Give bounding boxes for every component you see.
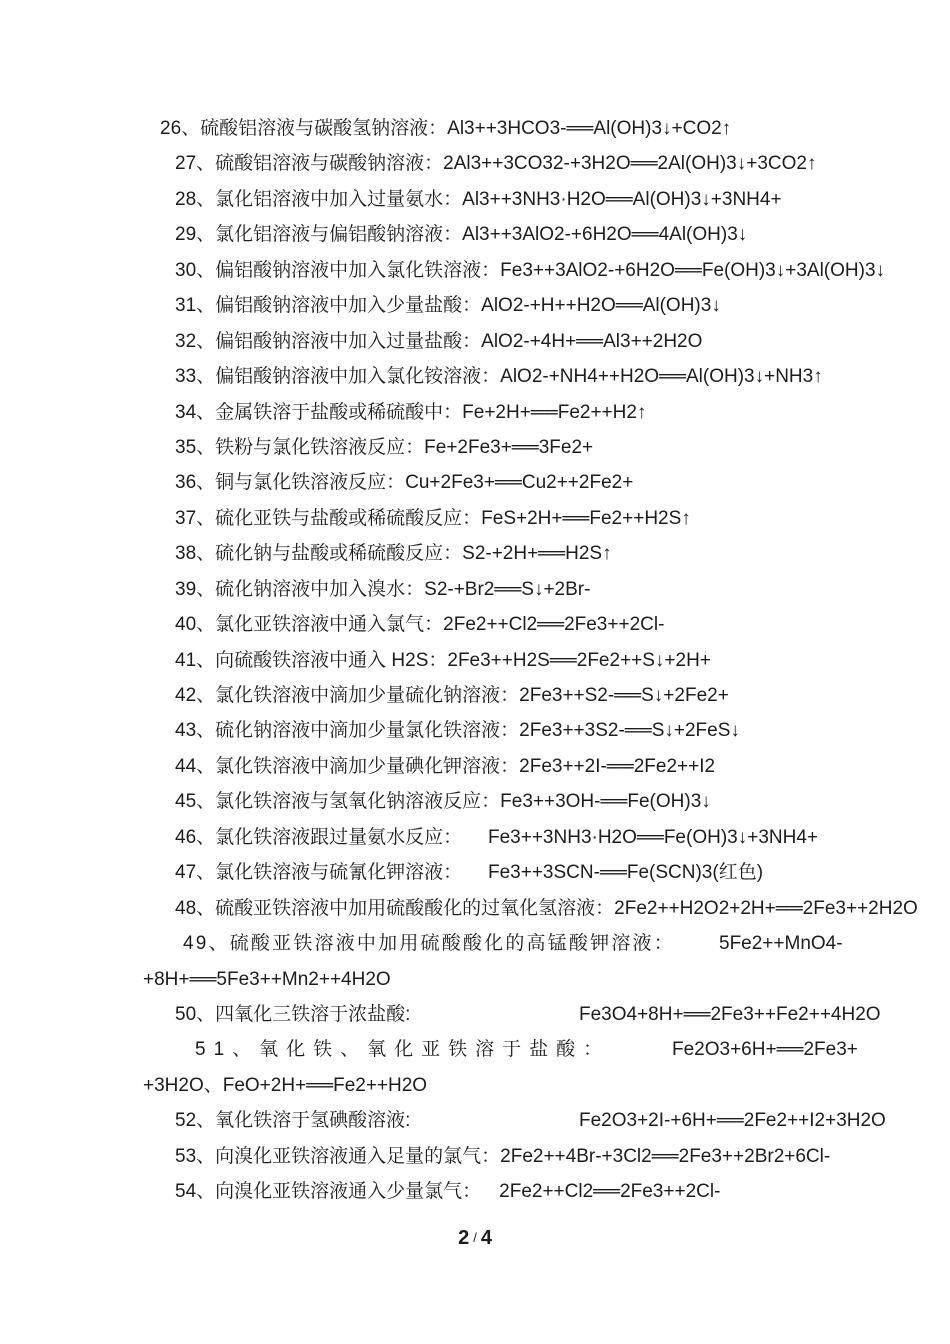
item-text: 26、硫酸铝溶液与碳酸氢钠溶液：: [160, 118, 448, 139]
doc-line-51-continuation: [143, 1068, 817, 1103]
doc-line-42: [143, 678, 817, 713]
doc-line-48: [143, 891, 918, 926]
item-text: 53、向溴化亚铁溶液通入足量的氯气：: [175, 1145, 501, 1167]
item-text: 37、硫化亚铁与盐酸或稀硫酸反应：: [175, 507, 482, 529]
ionic-equation: Fe3++3AlO2-+6H2O══Fe(OH)3↓+3Al(OH)3↓: [500, 259, 886, 281]
item-text: 50、四氧化三铁溶于浓盐酸:: [175, 1003, 411, 1025]
ionic-equation: 2Fe3++2I-══2Fe2++I2: [519, 755, 716, 777]
item-text: 51、氧化铁、氧化亚铁溶于盐酸：: [195, 1039, 611, 1061]
ionic-equation: Al3++3AlO2-+6H2O══4Al(OH)3↓: [462, 224, 748, 246]
ionic-equation: FeS+2H+══Fe2++H2S↑: [481, 507, 691, 529]
item-text: 44、氯化铁溶液中滴加少量碘化钾溶液：: [175, 755, 520, 777]
item-text: 39、硫化钠溶液中加入溴水：: [175, 578, 425, 600]
doc-line-43: [143, 713, 817, 748]
doc-line-54: [143, 1174, 817, 1209]
ionic-equation: S2-+Br2══S↓+2Br-: [424, 578, 591, 600]
item-text: 32、偏铝酸钠溶液中加入过量盐酸：: [175, 330, 482, 352]
ionic-equation: Al3++3HCO3-══Al(OH)3↓+CO2↑: [447, 118, 732, 139]
doc-line-52: [143, 1103, 886, 1138]
ionic-equation: +3H2O、FeO+2H+══Fe2++H2O: [143, 1074, 428, 1096]
doc-line-33: [143, 359, 823, 394]
ionic-equation: AlO2-+H++H2O══Al(OH)3↓: [481, 295, 721, 317]
ionic-equation: +8H+══5Fe3++Mn2++4H2O: [143, 968, 391, 990]
doc-line-34: [143, 395, 817, 430]
item-text: 28、氯化铝溶液中加入过量氨水：: [175, 188, 463, 210]
ionic-equation: Fe3++3SCN-══Fe(SCN)3(红色): [488, 862, 764, 884]
doc-line-29: [143, 217, 817, 252]
ionic-equation: Al3++3NH3·H2O══Al(OH)3↓+3NH4+: [462, 188, 782, 210]
item-text: 52、氧化铁溶于氢碘酸溶液:: [175, 1110, 411, 1132]
ionic-equation: 2Fe3++S2-══S↓+2Fe2+: [519, 685, 729, 706]
ionic-equation: 2Fe2++Cl2══2Fe3++2Cl-: [443, 614, 665, 636]
item-text: 46、氯化铁溶液跟过量氨水反应：: [175, 826, 463, 848]
item-text: 30、偏铝酸钠溶液中加入氯化铁溶液：: [175, 259, 501, 281]
ionic-equation: Fe+2H+══Fe2++H2↑: [462, 401, 647, 423]
item-text: 48、硫酸亚铁溶液中加用硫酸酸化的过氧化氢溶液：: [175, 897, 615, 919]
ionic-equation: 5Fe2++MnO4-: [719, 933, 843, 955]
ionic-equation: 2Fe2++H2O2+2H+══2Fe3++2H2O: [614, 897, 918, 919]
doc-line-49-continuation: [143, 962, 817, 997]
doc-line-36: [143, 465, 817, 500]
doc-line-45: [143, 784, 817, 819]
ionic-equation: Cu+2Fe3+══Cu2++2Fe2+: [405, 472, 634, 494]
item-text: 38、硫化钠与盐酸或稀硫酸反应：: [175, 543, 463, 565]
ionic-equation: 2Fe2++Cl2══2Fe3++2Cl-: [499, 1181, 721, 1203]
item-text: 54、向溴化亚铁溶液通入少量氯气：: [175, 1181, 482, 1203]
item-text: 43、硫化钠溶液中滴加少量氯化铁溶液：: [175, 720, 520, 742]
item-text: 27、硫酸铝溶液与碳酸钠溶液：: [175, 153, 444, 175]
doc-line-28: [143, 182, 817, 217]
ionic-equation: 2Fe3++3S2-══S↓+2FeS↓: [519, 720, 740, 742]
doc-line-41: [143, 643, 817, 678]
doc-line-31: [143, 288, 817, 323]
page-current: 2: [458, 1227, 470, 1249]
doc-line-32: [143, 324, 817, 359]
item-text: 40、氯化亚铁溶液中通入氯气：: [175, 614, 444, 636]
ionic-equation: S2-+2H+══H2S↑: [462, 543, 612, 565]
ionic-equation: Fe2O3+6H+══2Fe3+: [672, 1039, 858, 1061]
item-text: 35、铁粉与氯化铁溶液反应：: [175, 436, 425, 458]
item-text: 49、硫酸亚铁溶液中加用硫酸酸化的高锰酸钾溶液：: [183, 933, 675, 955]
page-total: 4: [480, 1227, 492, 1249]
doc-line-49: [143, 926, 843, 961]
ionic-equation: 2Fe3++H2S══2Fe2++S↓+2H+: [447, 649, 711, 671]
ionic-equation: Fe3++3NH3·H2O══Fe(OH)3↓+3NH4+: [488, 826, 818, 848]
ionic-equation: AlO2-+NH4++H2O══Al(OH)3↓+NH3↑: [500, 366, 823, 388]
ionic-equation: Fe3++3OH-══Fe(OH)3↓: [500, 791, 711, 813]
ionic-equation: 2Al3++3CO32-+3H2O══2Al(OH)3↓+3CO2↑: [443, 153, 817, 175]
page-footer: [0, 1222, 950, 1254]
doc-line-46: [143, 820, 817, 855]
doc-line-51: [143, 1032, 858, 1067]
doc-line-37: [143, 501, 817, 536]
doc-line-44: [143, 749, 817, 784]
item-text: 47、氯化铁溶液与硫氰化钾溶液：: [175, 862, 463, 884]
page-separator: /: [473, 1230, 477, 1245]
ionic-equation: Fe+2Fe3+══3Fe2+: [424, 436, 594, 458]
item-text: 29、氯化铝溶液与偏铝酸钠溶液：: [175, 224, 463, 246]
ionic-equation: Fe3O4+8H+══2Fe3++Fe2++4H2O: [579, 1003, 881, 1025]
doc-line-30: [143, 253, 886, 288]
doc-line-40: [143, 607, 817, 642]
item-text: 36、铜与氯化铁溶液反应：: [175, 472, 406, 494]
doc-line-35: [143, 430, 817, 465]
item-text: 41、向硫酸铁溶液中通入 H2S：: [175, 649, 448, 671]
item-text: 33、偏铝酸钠溶液中加入氯化铵溶液：: [175, 366, 501, 388]
doc-line-27: [143, 146, 817, 181]
item-text: 31、偏铝酸钠溶液中加入少量盐酸：: [175, 295, 482, 317]
doc-line-26: [143, 111, 817, 146]
item-text: 34、金属铁溶于盐酸或稀硫酸中：: [175, 401, 463, 423]
ionic-equation: 2Fe2++4Br-+3Cl2══2Fe3++2Br2+6Cl-: [500, 1145, 831, 1167]
ionic-equation: Fe2O3+2I-+6H+══2Fe2++I2+3H2O: [579, 1110, 886, 1132]
ionic-equation: AlO2-+4H+══Al3++2H2O: [481, 330, 703, 352]
doc-line-39: [143, 572, 817, 607]
item-text: 42、氯化铁溶液中滴加少量硫化钠溶液：: [175, 685, 520, 706]
item-text: 45、氯化铁溶液与氢氧化钠溶液反应：: [175, 791, 501, 813]
equation-list: [143, 111, 918, 1210]
doc-line-47: [143, 855, 817, 890]
doc-line-53: [143, 1139, 831, 1174]
doc-line-38: [143, 536, 817, 571]
doc-line-50: [143, 997, 881, 1032]
